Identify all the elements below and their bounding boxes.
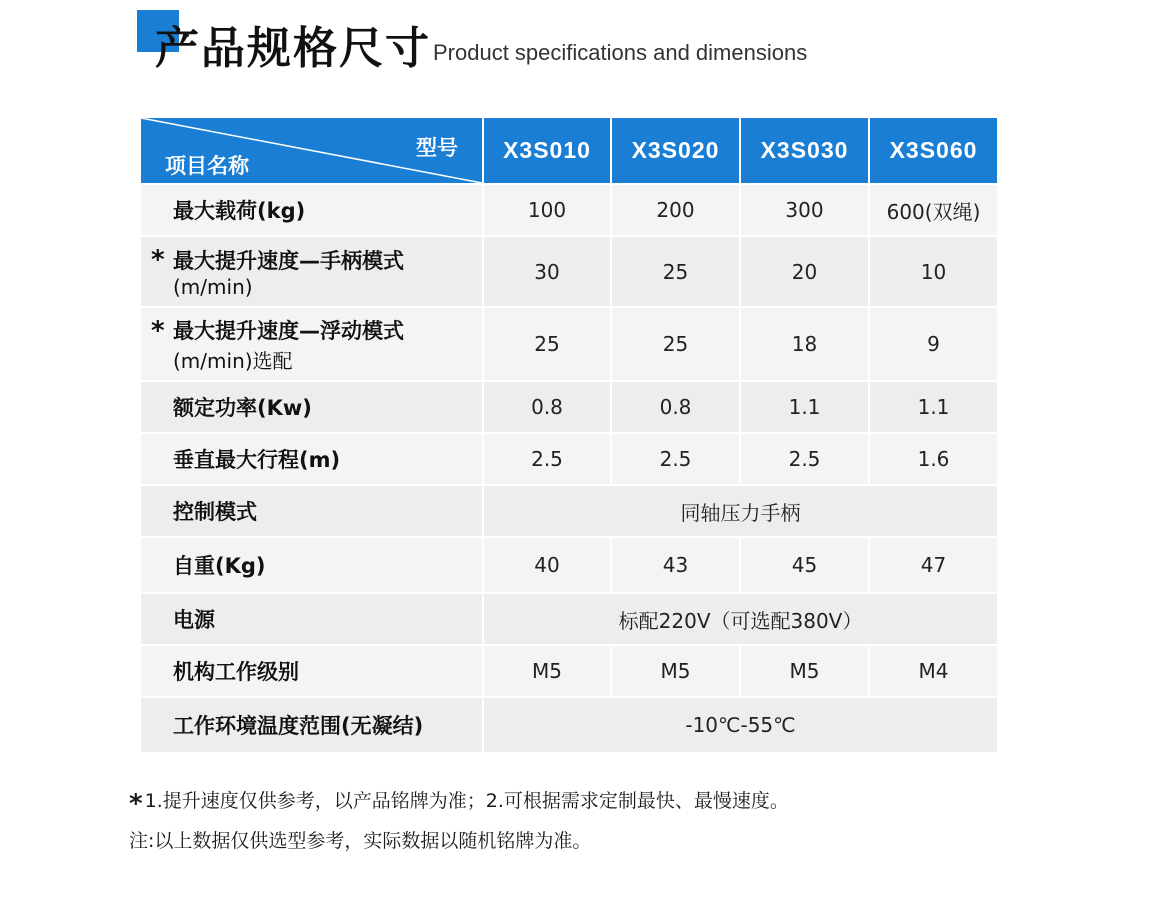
merged-value-cell: -10℃-55℃ (483, 697, 998, 753)
value-cell: 2.5 (740, 433, 869, 485)
table-row (140, 236, 998, 307)
row-name: 最大载荷(kg) (173, 199, 306, 223)
title-english: Product specifications and dimensions (433, 40, 808, 65)
value-cell: 20 (740, 236, 869, 307)
value-cell: 200 (611, 184, 740, 236)
row-name-unit: (m/min)选配 (173, 348, 293, 373)
value-cell: M5 (483, 645, 611, 697)
footnote-2: 注:以上数据仅供选型参考，实际数据以随机铭牌为准。 (129, 829, 592, 852)
value-cell: 600(双绳) (869, 184, 998, 236)
row-name: 最大提升速度—手柄模式 (173, 248, 404, 273)
row-name: 垂直最大行程(m) (173, 448, 341, 472)
header-model: X3S060 (869, 117, 998, 184)
value-cell: M5 (740, 645, 869, 697)
footnote-1-text: 1.提升速度仅供参考，以产品铭牌为准；2.可根据需求定制最快、最慢速度。 (144, 790, 789, 812)
value-cell: M4 (869, 645, 998, 697)
merged-value-cell: 标配220V（可选配380V） (483, 593, 998, 645)
value-cell: 100 (483, 184, 611, 236)
row-star-marker: * (151, 316, 165, 346)
row-name-unit: (m/min) (173, 274, 253, 299)
table-row (140, 697, 998, 753)
row-name: 额定功率(Kw) (173, 396, 312, 420)
row-name-cell (140, 593, 483, 645)
value-cell: 300 (740, 184, 869, 236)
value-cell: 0.8 (483, 381, 611, 433)
row-name-cell (140, 236, 483, 307)
row-name: 电源 (173, 608, 215, 632)
row-name: 控制模式 (173, 500, 257, 524)
table-row (140, 537, 998, 593)
header-model: X3S010 (483, 117, 611, 184)
value-cell: M5 (611, 645, 740, 697)
value-cell: 1.1 (869, 381, 998, 433)
value-cell: 9 (869, 307, 998, 381)
value-cell: 1.6 (869, 433, 998, 485)
row-name-cell (140, 307, 483, 381)
table-row (140, 593, 998, 645)
table-row (140, 485, 998, 537)
table-row (140, 307, 998, 381)
table-row (140, 184, 998, 236)
section-title (137, 10, 1137, 80)
header-model: X3S030 (740, 117, 869, 184)
table-header-row (140, 117, 998, 184)
value-cell: 1.1 (740, 381, 869, 433)
row-name: 最大提升速度—浮动模式 (173, 318, 404, 343)
row-name: 工作环境温度范围(无凝结) (173, 714, 424, 738)
value-cell: 25 (611, 236, 740, 307)
row-name: 机构工作级别 (173, 660, 299, 684)
value-cell: 10 (869, 236, 998, 307)
merged-value-cell: 同轴压力手柄 (483, 485, 998, 537)
value-cell: 2.5 (483, 433, 611, 485)
value-cell: 30 (483, 236, 611, 307)
row-name: 自重(Kg) (173, 554, 266, 578)
table-row (140, 645, 998, 697)
row-name-cell (140, 485, 483, 537)
header-item-label: 项目名称 (165, 154, 249, 178)
table-row (140, 381, 998, 433)
value-cell: 45 (740, 537, 869, 593)
row-name-cell (140, 433, 483, 485)
footnotes (129, 784, 789, 856)
spec-table (139, 116, 999, 754)
row-name-cell (140, 697, 483, 753)
value-cell: 47 (869, 537, 998, 593)
row-name-cell (140, 537, 483, 593)
header-model-label: 型号 (416, 136, 458, 160)
row-name-cell (140, 184, 483, 236)
value-cell: 40 (483, 537, 611, 593)
header-diagonal-cell (140, 117, 483, 184)
value-cell: 43 (611, 537, 740, 593)
value-cell: 18 (740, 307, 869, 381)
table-row (140, 433, 998, 485)
footnote-1 (129, 784, 789, 826)
footnote-star: * (129, 789, 143, 819)
title-chinese: 产品规格尺寸 (155, 23, 431, 74)
table-body (140, 184, 998, 753)
header-model: X3S020 (611, 117, 740, 184)
row-name-cell (140, 381, 483, 433)
value-cell: 0.8 (611, 381, 740, 433)
row-star-marker: * (151, 245, 165, 275)
value-cell: 2.5 (611, 433, 740, 485)
value-cell: 25 (483, 307, 611, 381)
row-name-cell (140, 645, 483, 697)
value-cell: 25 (611, 307, 740, 381)
